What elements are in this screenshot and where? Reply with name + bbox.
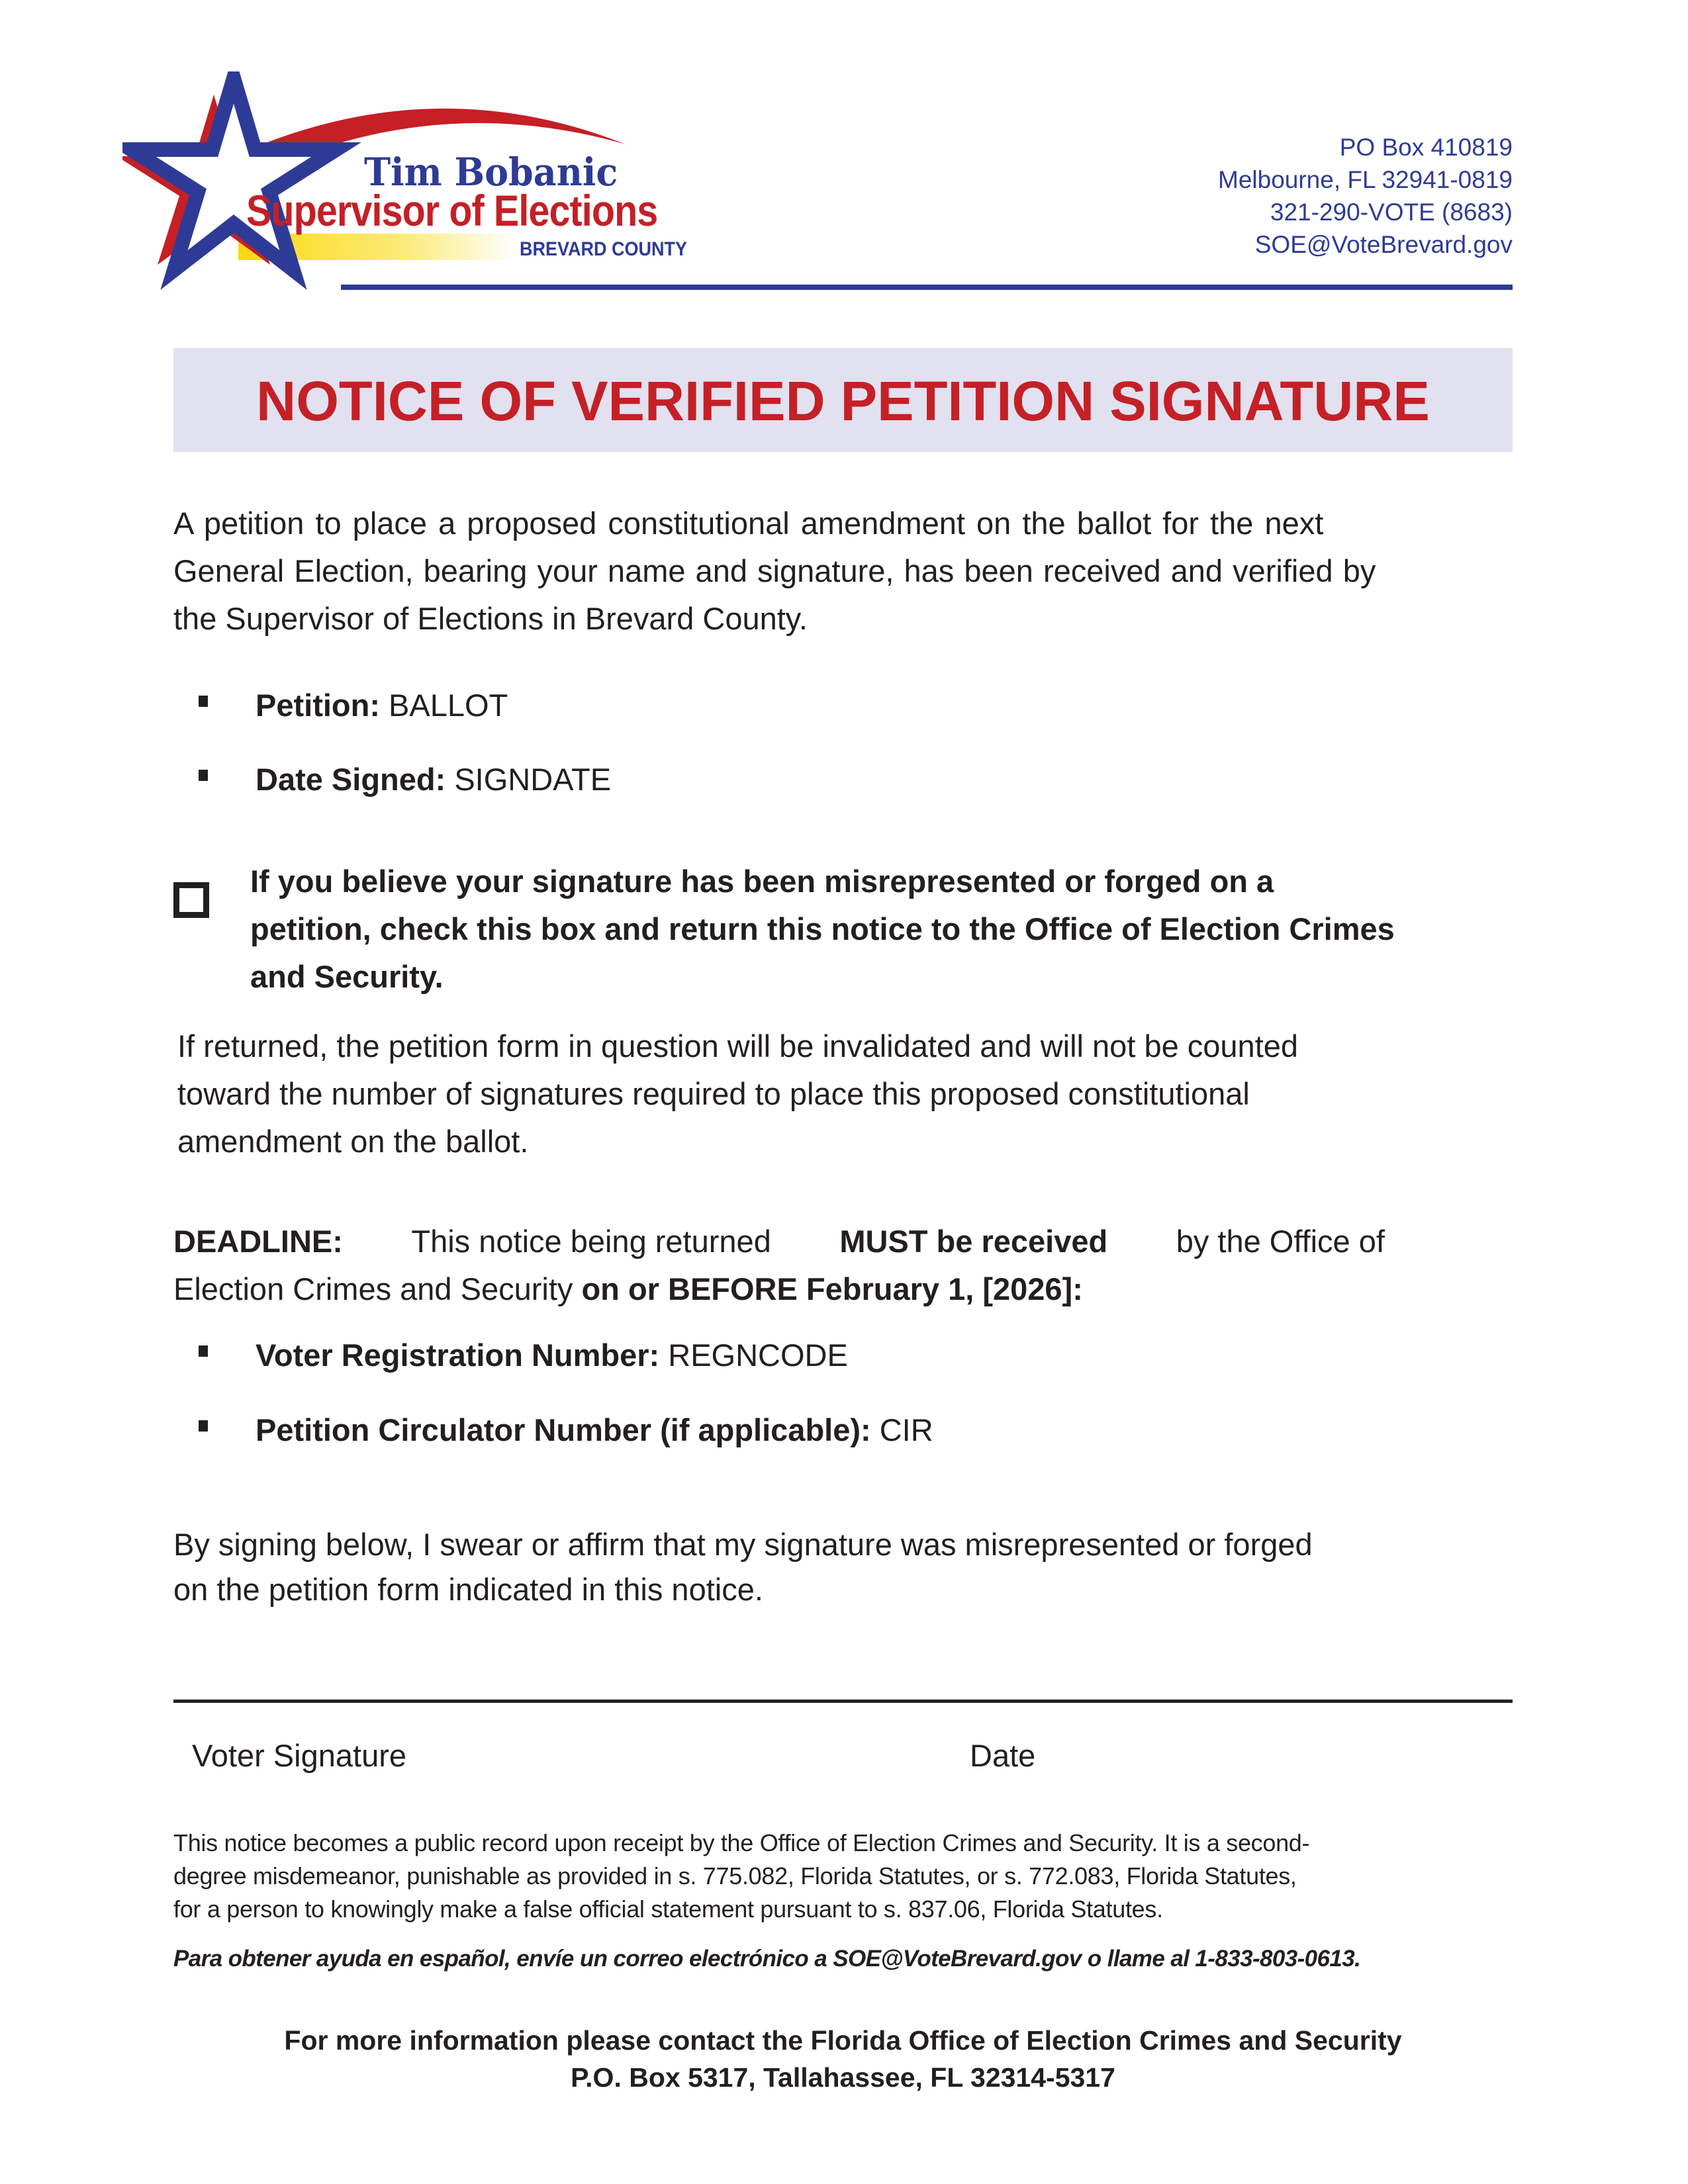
bullet-square-icon (199, 1420, 208, 1432)
checkbox-instructions (250, 858, 1395, 1001)
intro-line-1: A petition to place a proposed constitutional amendment on the ballot for the next (173, 506, 1324, 541)
legal-line-2: degree misdemeanor, punishable as provided in s. 775.082, Florida Statutes, or s. 772.083, Florida Statutes, (173, 1862, 1297, 1889)
intro-line-3: the Supervisor of Elections in Brevard County. (173, 601, 808, 636)
detail-label: Date Signed: (256, 762, 446, 797)
deadline-text-1: This notice being returned (411, 1224, 771, 1259)
intro-line-2: General Election, bearing your name and signature, has been received and verified by (173, 553, 1376, 588)
detail-petition (199, 687, 508, 723)
date-label: Date (970, 1738, 1036, 1773)
checkbox-line-1: If you believe your signature has been misrepresented or forged on a (250, 864, 1274, 899)
logo-name: Tim Bobanic (364, 150, 618, 195)
signature-line[interactable] (173, 1700, 1513, 1703)
identifier-voter-registration (199, 1337, 848, 1373)
intro-paragraph (173, 500, 1517, 643)
returned-line-1: If returned, the petition form in question will be invalidated and will not be counted (177, 1028, 1299, 1064)
deadline-date: on or BEFORE February 1, [2026]: (581, 1271, 1083, 1306)
identifier-circulator (199, 1412, 933, 1448)
returned-line-2: toward the number of signatures required to place this proposed constitutional (177, 1076, 1250, 1111)
identifier-value: REGNCODE (668, 1338, 848, 1373)
forged-signature-checkbox[interactable] (173, 882, 209, 918)
returned-line-3: amendment on the ballot. (177, 1124, 529, 1159)
footer-line-2: P.O. Box 5317, Tallahassee, FL 32314-5317 (571, 2062, 1115, 2093)
spanish-help-text: Para obtener ayuda en español, envíe un correo electrónico a SOE@VoteBrevard.gov o llame al 1-833-803-0613. (173, 1946, 1361, 1972)
page-title: NOTICE OF VERIFIED PETITION SIGNATURE (256, 370, 1430, 432)
footer-contact (173, 2022, 1513, 2096)
contact-po-box: PO Box 410819 (1339, 134, 1513, 161)
deadline-text-3: Election Crimes and Security (173, 1271, 573, 1306)
returned-note (177, 1023, 1298, 1165)
checkbox-line-2: petition, check this box and return this notice to the Office of Election Crimes (250, 911, 1395, 946)
bullet-square-icon (199, 696, 208, 707)
detail-date-signed (199, 761, 611, 797)
footer-line-1: For more information please contact the Florida Office of Election Crimes and Security (284, 2025, 1402, 2056)
header-divider (341, 285, 1513, 290)
identifier-value: CIR (879, 1412, 933, 1447)
identifier-label: Petition Circulator Number (if applicable): (256, 1412, 871, 1447)
legal-line-1: This notice becomes a public record upon receipt by the Office of Election Crimes and Security. It is a second- (173, 1829, 1310, 1856)
detail-label: Petition: (256, 688, 380, 723)
deadline-text-2: by the Office of (1176, 1224, 1385, 1259)
intro-line (173, 500, 1517, 547)
deadline-line-1 (173, 1218, 1385, 1265)
legal-notice (173, 1827, 1517, 1926)
deadline-line-2 (173, 1265, 1385, 1313)
bullet-square-icon (199, 770, 208, 781)
contact-city: Melbourne, FL 32941-0819 (1218, 166, 1513, 193)
contact-info (1218, 131, 1513, 261)
legal-line-3: for a person to knowingly make a false official statement pursuant to s. 837.06, Florida Statutes. (173, 1895, 1163, 1923)
affirmation-paragraph (173, 1522, 1313, 1612)
deadline-emphasis-1: MUST be received (839, 1224, 1108, 1259)
logo-title: Supervisor of Elections (246, 186, 658, 235)
title-banner (173, 348, 1513, 452)
supervisor-of-elections-logo (122, 71, 692, 316)
bullet-square-icon (199, 1345, 208, 1357)
logo-county: BREVARD COUNTY (520, 238, 688, 260)
deadline-paragraph (173, 1218, 1385, 1313)
affirmation-line-1: By signing below, I swear or affirm that my signature was misrepresented or forged (173, 1527, 1313, 1562)
contact-email[interactable]: SOE@VoteBrevard.gov (1254, 231, 1513, 258)
checkbox-line-3: and Security. (250, 959, 444, 994)
contact-phone: 321-290-VOTE (8683) (1270, 199, 1513, 226)
identifier-label: Voter Registration Number: (256, 1338, 660, 1373)
detail-value: SIGNDATE (454, 762, 612, 797)
deadline-label: DEADLINE: (173, 1224, 343, 1259)
signature-label: Voter Signature (192, 1738, 406, 1773)
affirmation-line-2: on the petition form indicated in this notice. (173, 1572, 763, 1607)
detail-value: BALLOT (389, 688, 508, 723)
